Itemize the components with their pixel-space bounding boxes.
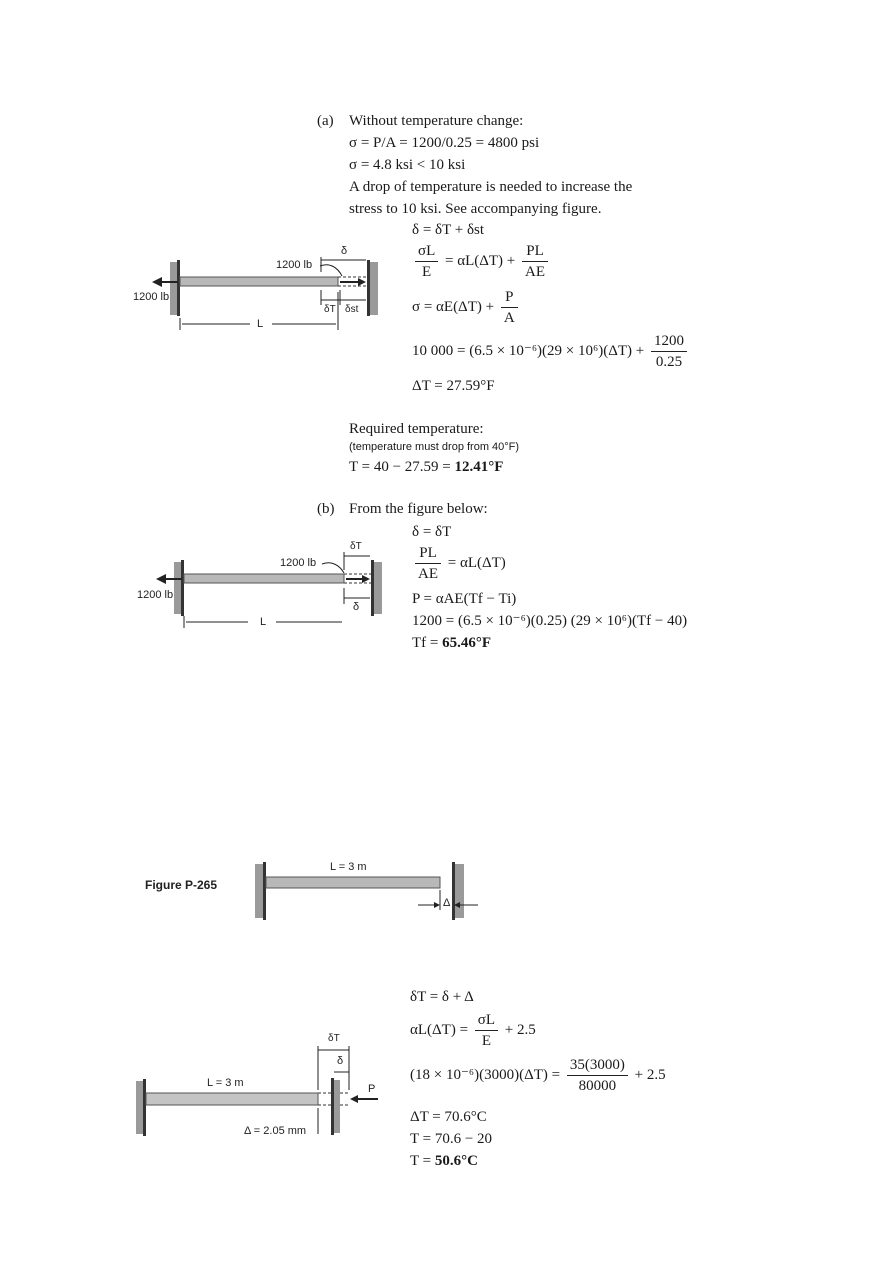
part-b-eq1: δ = δT (412, 524, 452, 540)
b-eq2-den: AE (418, 566, 438, 582)
figure-p265-caption: Figure P-265 (145, 878, 218, 892)
c-eq2-rhs: + 2.5 (504, 1021, 536, 1038)
fig-b-length-label: L (260, 616, 267, 628)
eq3-den: A (503, 310, 515, 326)
eq2-lhs-den: E (422, 264, 432, 280)
part-c-eq4: ΔT = 70.6°C (410, 1109, 487, 1125)
c-eq2-num: σL (475, 1010, 498, 1031)
fig-a-force-label: 1200 lb (276, 259, 313, 271)
c-eq6-result: 50.6°C (434, 1153, 478, 1169)
fig-b-force-label: 1200 lb (280, 557, 317, 569)
part-b-heading: From the figure below: (349, 501, 488, 517)
p265-gap-label: Δ (443, 897, 451, 909)
fig-c-deltat-label: δT (328, 1033, 340, 1044)
c-eq6-lhs: T = (410, 1153, 435, 1169)
part-b-eq4: 1200 = (6.5 × 10⁻⁶)(0.25) (29 × 10⁶)(Tf − 40) (412, 613, 688, 629)
c-eq3-den: 80000 (578, 1078, 617, 1094)
b-eq5-lhs: Tf = (412, 635, 443, 651)
required-note: (temperature must drop from 40°F) (349, 441, 520, 453)
c-eq3-num: 35(3000) (567, 1055, 628, 1076)
eq2-lhs-num: σL (415, 241, 438, 262)
fig-c-length-label: L = 3 m (207, 1077, 244, 1089)
required-heading: Required temperature: (349, 421, 484, 437)
fig-a-deltat-label: δT (324, 304, 336, 315)
part-a-marker: (a) (317, 113, 334, 129)
eq4-den: 0.25 (655, 354, 683, 370)
eq3-num: P (501, 287, 518, 308)
fig-c-plate (331, 1078, 334, 1135)
eq3-lhs: σ = αE(ΔT) + (412, 298, 495, 315)
c-eq2-den: E (481, 1033, 491, 1049)
required-result: 12.41°F (454, 459, 504, 475)
eq2-rhs-num: PL (522, 241, 548, 262)
c-eq2-lhs: αL(ΔT) = (410, 1021, 469, 1038)
part-a-line1: σ = P/A = 1200/0.25 = 4800 psi (349, 135, 540, 151)
fig-a-load-label: 1200 lb (133, 291, 170, 303)
b-eq2-rhs: = αL(ΔT) (447, 554, 506, 571)
fig-c-force-label: P (368, 1083, 376, 1095)
fig-c-bar (146, 1093, 318, 1105)
part-a-para2: stress to 10 ksi. See accompanying figure. (349, 201, 602, 217)
part-a-eq1: δ = δT + δst (412, 222, 485, 238)
fig-c-plate-hatch (334, 1080, 340, 1133)
fig-a-length-label: L (257, 318, 264, 330)
eq2-rhs-den: AE (525, 264, 545, 280)
fig-c-force-arrowhead (350, 1095, 358, 1103)
fig-a-delta-label: δ (341, 245, 348, 257)
fig-c-gap-label: Δ = 2.05 mm (244, 1125, 307, 1137)
b-eq2-num: PL (415, 543, 441, 564)
part-a-line2: σ = 4.8 ksi < 10 ksi (349, 157, 466, 173)
fig-a-deltast-label: δst (345, 304, 359, 315)
part-a-eq5: ΔT = 27.59°F (412, 378, 495, 394)
fig-c-left-wall-hatch (136, 1081, 144, 1134)
part-c-eq5: T = 70.6 − 20 (410, 1131, 493, 1147)
b-eq5-result: 65.46°F (442, 635, 492, 651)
part-a-para1: A drop of temperature is needed to increase the (349, 179, 633, 195)
fig-b-load-label: 1200 lb (137, 589, 174, 601)
p265-length-label: L = 3 m (330, 861, 367, 873)
part-a-heading: Without temperature change: (349, 113, 524, 129)
fig-b-deltat-label: δT (350, 541, 362, 552)
c-eq3-lhs: (18 × 10⁻⁶)(3000)(ΔT) = (410, 1066, 561, 1083)
fig-b-delta-label: δ (353, 601, 360, 613)
eq4-lhs: 10 000 = (6.5 × 10⁻⁶)(29 × 10⁶)(ΔT) + (412, 342, 645, 359)
part-c-eq1: δT = δ + Δ (410, 989, 474, 1005)
required-eq-lhs: T = 40 − 27.59 = (349, 459, 455, 475)
part-b-marker: (b) (317, 501, 335, 517)
eq2-mid: = αL(ΔT) + (445, 252, 516, 269)
fig-c-left-wall (143, 1079, 146, 1136)
eq4-num: 1200 (651, 331, 687, 352)
fig-c-delta-label: δ (337, 1055, 344, 1067)
part-b-eq3: P = αAE(Tf − Ti) (412, 591, 517, 607)
c-eq3-rhs: + 2.5 (634, 1066, 666, 1083)
